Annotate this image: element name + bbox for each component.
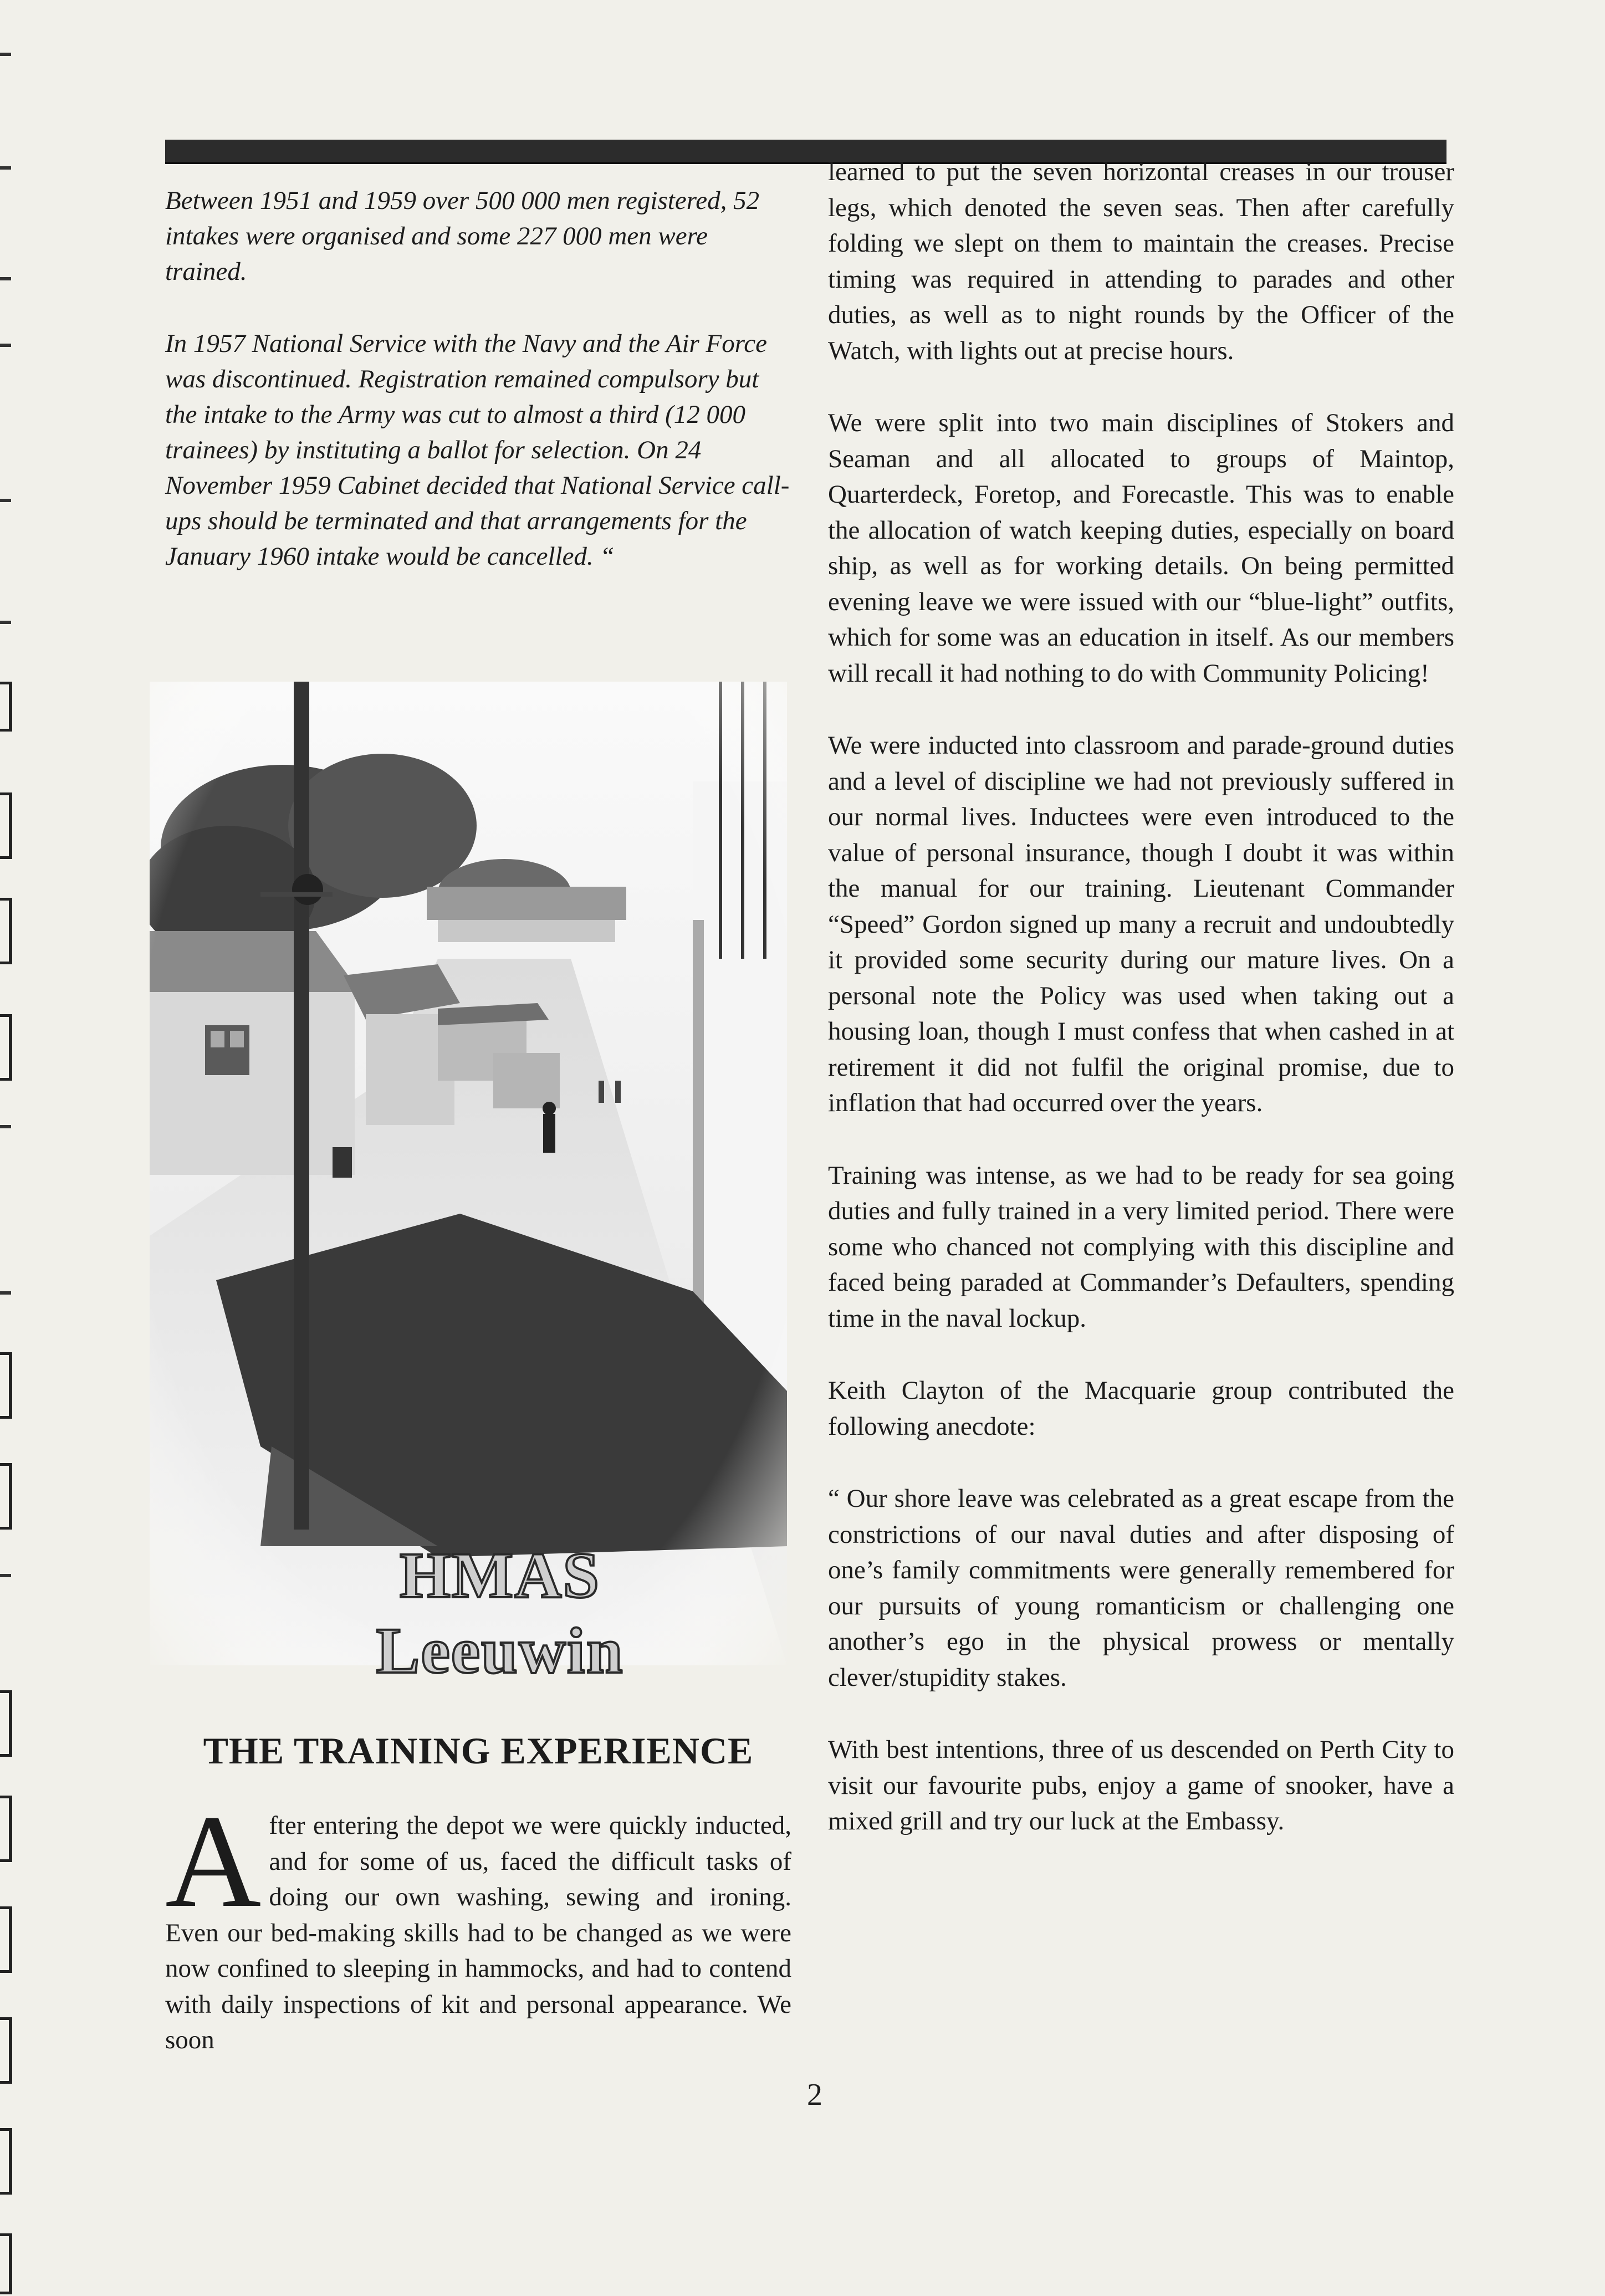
training-paragraph-text: fter entering the depot we were quickly inducted, and for some of us, faced the difficult tasks of doing our own washing, sewing and ironing. Even our bed-making skills had to be changed as we were now confined to sleeping in hammocks, and had to contend with daily inspections of kit and personal appearance. We soon xyxy=(165,1811,791,2054)
binding-mark xyxy=(0,1291,11,1295)
binding-bracket xyxy=(0,2017,12,2084)
binding-bracket xyxy=(0,2128,12,2195)
body-paragraph: “ Our shore leave was celebrated as a great escape from the constrictions of our naval duties and after disposing of one’s family commitments were generally remembered for our pursuits of young romanticism or challenging one another’s ego in the physical prowess or mentally clever/stupidity stakes. xyxy=(828,1484,1454,1692)
right-column xyxy=(828,154,1454,1876)
binding-bracket xyxy=(0,1352,12,1419)
intro-paragraph: Between 1951 and 1959 over 500 000 men registered, 52 intakes were organised and some 227 000 men were trained. xyxy=(165,186,760,286)
body-paragraph: learned to put the seven horizontal creases in our trouser legs, which denoted the seven seas. Then after carefully folding we slept on them to maintain the creases. Precise timing was required in attending to parades and other duties, as well as to night rounds by the Officer of the Watch, with lights out at precise hours. xyxy=(828,157,1454,365)
binding-mark xyxy=(0,1574,11,1577)
photo-caption: HMAS Leeuwin xyxy=(376,1539,624,1687)
binding-bracket xyxy=(0,1906,12,1973)
training-paragraph xyxy=(165,1787,791,2058)
body-paragraph: Training was intense, as we had to be ready for sea going duties and fully trained in a very limited period. There were some who chanced not complying with this discipline and faced being paraded at Commander’s Defaulters, spending time in the naval lockup. xyxy=(828,1160,1454,1333)
body-paragraph: With best intentions, three of us descended on Perth City to visit our favourite pubs, enjoy a game of snooker, have a mixed grill and try our luck at the Embassy. xyxy=(828,1735,1454,1835)
hmas-leeuwin-photo xyxy=(150,682,787,1687)
binding-mark xyxy=(0,621,11,624)
binding-bracket xyxy=(0,1796,12,1862)
body-paragraph: We were split into two main disciplines of Stokers and Seaman and all allocated to groups of Maintop, Quarterdeck, Foretop, and Forecastle. This was to enable the allocation of watch keeping duties, especially on board ship, as well as for working details. On being permitted evening leave we were issued with our “blue-light” outfits, which for some was an education in itself. As our members will recall it had nothing to do with Community Policing! xyxy=(828,408,1454,688)
binding-mark xyxy=(0,166,11,170)
binding-mark xyxy=(0,499,11,502)
binding-bracket xyxy=(0,1690,12,1757)
intro-paragraph: In 1957 National Service with the Navy and the Air Force was discontinued. Registration remained compulsory but the intake to the Army was cut to almost a third (12 000 trainees) by instituting a ballot for selection. On 24 November 1959 Cabinet decided that National Service call-ups should be terminated and that arrangements for the January 1960 intake would be cancelled. “ xyxy=(165,329,790,571)
left-column-intro xyxy=(165,183,791,611)
body-paragraph: Keith Clayton of the Macquarie group contributed the following anecdote: xyxy=(828,1376,1454,1441)
section-heading: THE TRAINING EXPERIENCE xyxy=(203,1730,754,1772)
drop-cap: A xyxy=(165,1787,262,1935)
binding-mark xyxy=(0,277,11,280)
binding-bracket xyxy=(0,898,12,964)
binding-mark xyxy=(0,344,11,347)
binding-bracket xyxy=(0,1463,12,1530)
binding-bracket xyxy=(0,682,12,732)
page-number: 2 xyxy=(807,2078,822,2112)
binding-bracket xyxy=(0,792,12,859)
binding-bracket xyxy=(0,1014,12,1081)
binding-bracket xyxy=(0,2233,12,2294)
binding-mark xyxy=(0,1125,11,1128)
body-paragraph: We were inducted into classroom and parade-ground duties and a level of discipline we had not previously suffered in our normal lives. Inductees were even introduced to the value of personal insurance, though I doubt it was within the manual for our training. Lieutenant Commander “Speed” Gordon signed up many a recruit and undoubtedly it provided some security during our mature lives. On a personal note the Policy was used when taking out a housing loan, though I must confess that when cashed in at retirement it did not fulfil the original promise, due to inflation that had occurred over the years. xyxy=(828,731,1454,1117)
photo-illustration xyxy=(150,682,787,1665)
binding-mark xyxy=(0,53,11,56)
